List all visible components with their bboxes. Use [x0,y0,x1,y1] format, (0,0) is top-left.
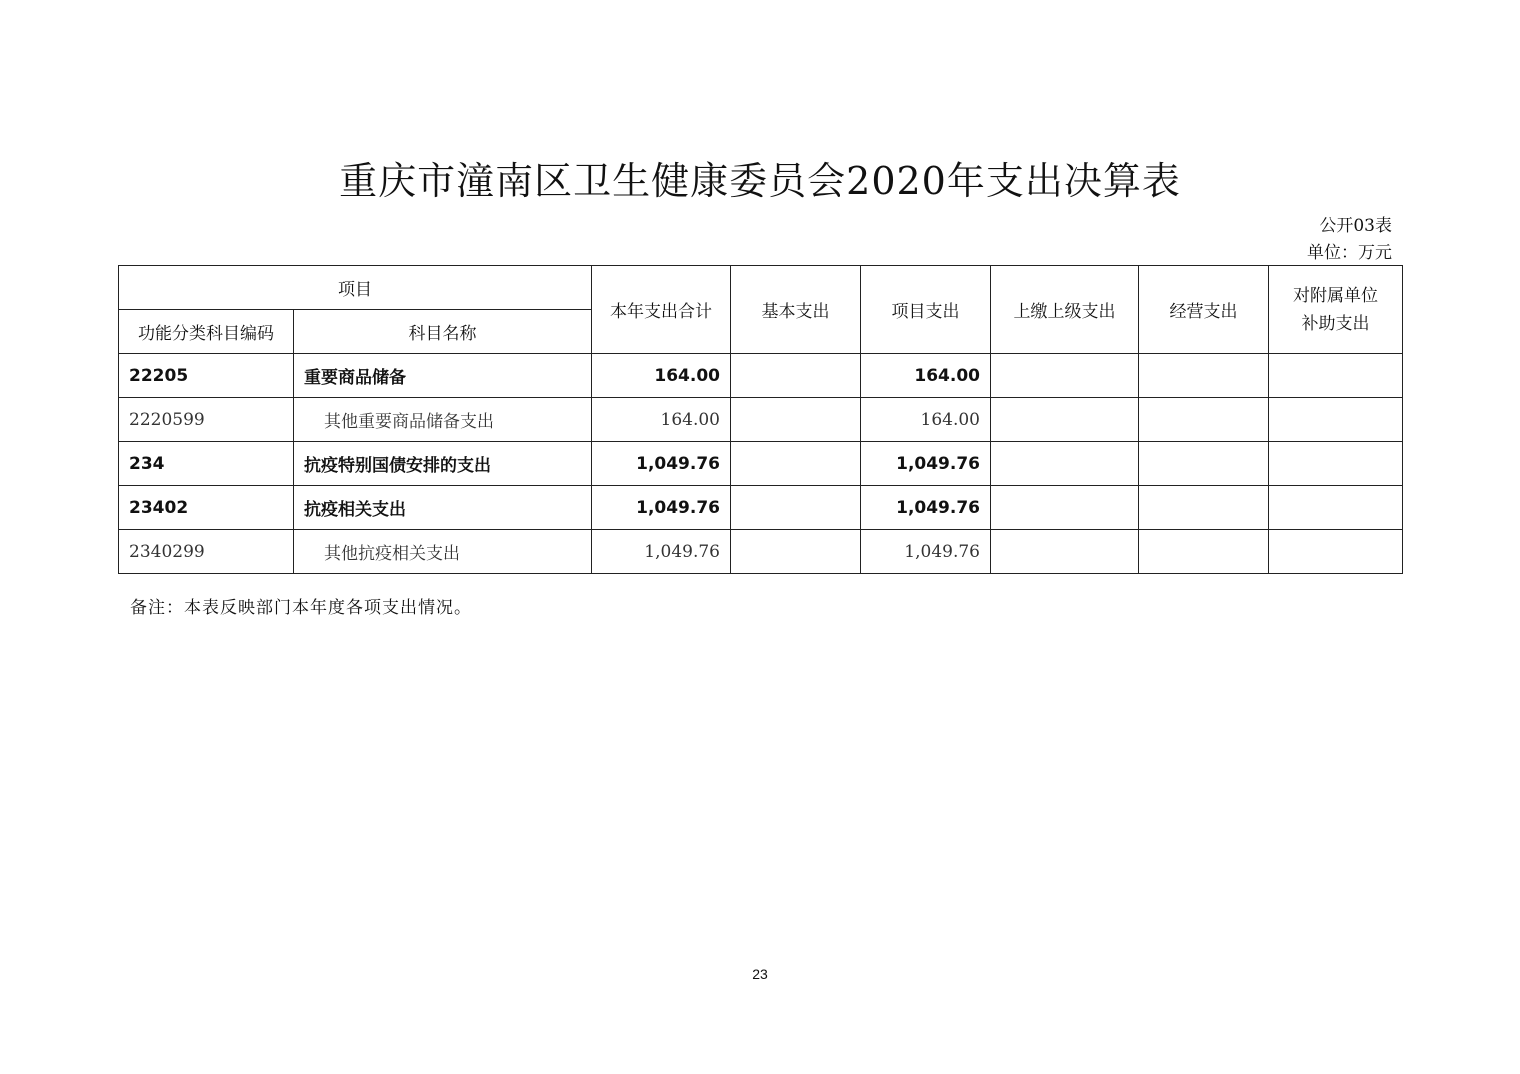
row-code: 2340299 [119,530,294,574]
header-subsidy-line1: 对附属单位 [1293,285,1378,306]
page-number: 23 [752,966,768,982]
row-business [1139,398,1269,442]
form-code: 公开03表 [1319,216,1392,236]
row-basic [731,530,861,574]
row-name: 抗疫特别国债安排的支出 [294,442,592,486]
row-project-expenditure: 1,049.76 [861,486,991,530]
unit-label: 单位：万元 [1307,243,1392,263]
header-name: 科目名称 [294,310,592,354]
row-subsidy [1269,442,1403,486]
row-subsidy [1269,486,1403,530]
row-upper-level [991,354,1139,398]
row-code: 2220599 [119,398,294,442]
row-code: 22205 [119,354,294,398]
header-basic: 基本支出 [731,266,861,354]
row-business [1139,442,1269,486]
row-upper-level [991,530,1139,574]
header-row-1 [119,266,1403,310]
row-project-expenditure: 164.00 [861,354,991,398]
header-subsidy [1269,266,1403,354]
row-name: 其他重要商品储备支出 [294,398,592,442]
header-project-expenditure: 项目支出 [861,266,991,354]
row-total: 1,049.76 [592,530,731,574]
row-name: 重要商品储备 [294,354,592,398]
row-subsidy [1269,398,1403,442]
page-title: 重庆市潼南区卫生健康委员会2020年支出决算表 [339,159,1181,203]
table-row [119,398,1403,442]
row-upper-level [991,442,1139,486]
footnote: 备注：本表反映部门本年度各项支出情况。 [130,598,472,618]
row-total: 1,049.76 [592,442,731,486]
row-subsidy [1269,530,1403,574]
row-business [1139,354,1269,398]
row-subsidy [1269,354,1403,398]
table-row [119,442,1403,486]
row-name: 抗疫相关支出 [294,486,592,530]
header-business: 经营支出 [1139,266,1269,354]
row-project-expenditure: 1,049.76 [861,442,991,486]
row-name: 其他抗疫相关支出 [294,530,592,574]
row-project-expenditure: 164.00 [861,398,991,442]
table-row [119,530,1403,574]
row-project-expenditure: 1,049.76 [861,530,991,574]
header-project: 项目 [119,266,592,310]
header-total: 本年支出合计 [592,266,731,354]
header-subsidy-line2: 补助支出 [1301,313,1370,334]
expenditure-table [118,265,1403,574]
row-business [1139,530,1269,574]
row-total: 164.00 [592,398,731,442]
row-basic [731,442,861,486]
row-code: 23402 [119,486,294,530]
table-row [119,354,1403,398]
row-total: 164.00 [592,354,731,398]
row-basic [731,486,861,530]
table-row [119,486,1403,530]
row-basic [731,354,861,398]
row-code: 234 [119,442,294,486]
row-basic [731,398,861,442]
row-business [1139,486,1269,530]
header-code: 功能分类科目编码 [119,310,294,354]
header-upper-level: 上缴上级支出 [991,266,1139,354]
row-total: 1,049.76 [592,486,731,530]
row-upper-level [991,486,1139,530]
row-upper-level [991,398,1139,442]
